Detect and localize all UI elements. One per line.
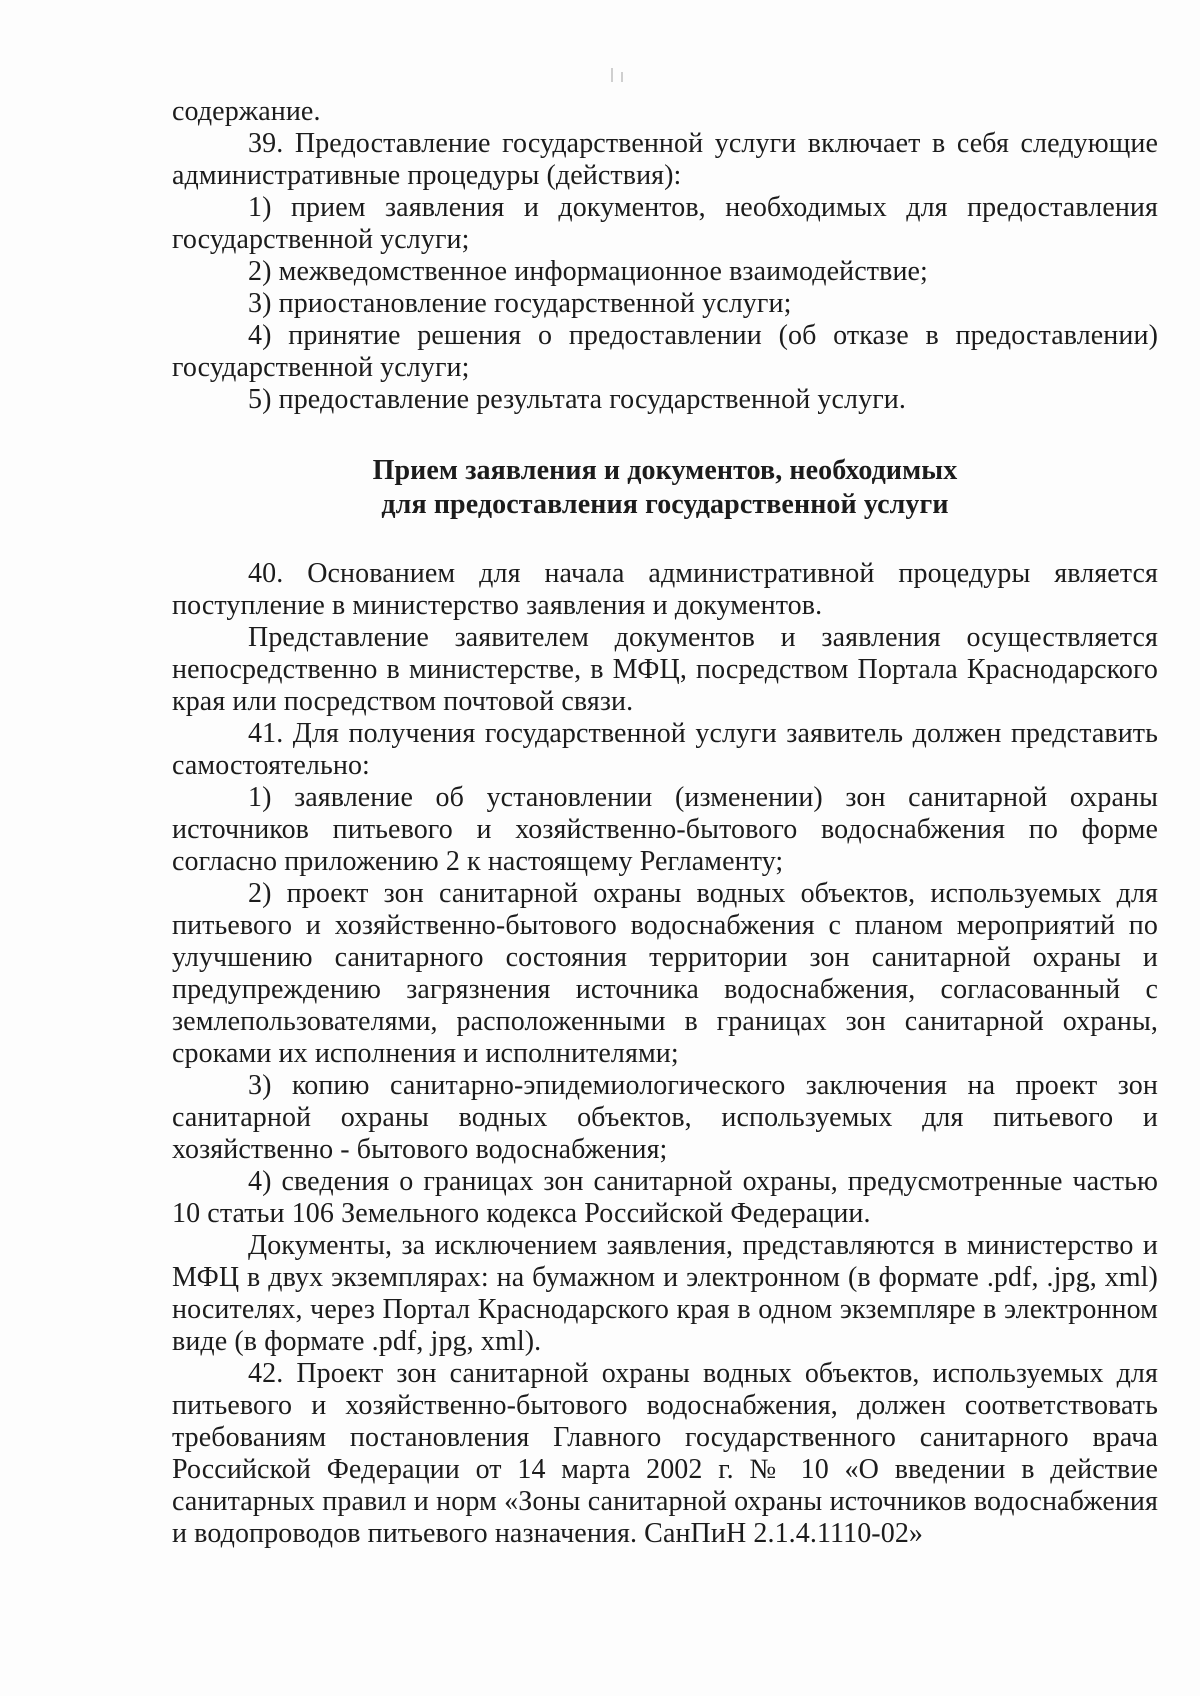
- list-item-39-4: 4) принятие решения о предоставлении (об отказе в предоставлении) государственной услуги;: [172, 320, 1158, 383]
- list-item-41-4: 4) сведения о границах зон санитарной охраны, предусмотренные частью 10 статьи 106 Земельного кодекса Российской Федерации.: [172, 1166, 1158, 1229]
- section-heading-line-1: Прием заявления и документов, необходимых: [372, 455, 958, 486]
- section-heading: [172, 454, 1158, 522]
- section-heading-line-2: для предоставления государственной услуги: [381, 489, 949, 520]
- list-item-39-1: 1) прием заявления и документов, необходимых для предоставления государственной услуги;: [172, 192, 1158, 255]
- document-body: [172, 96, 1158, 1550]
- paragraph-41-documents: Документы, за исключением заявления, представляются в министерство и МФЦ в двух экземплярах: на бумажном и электронном (в формате .pdf, .jpg, xml) носителях, через Портал Краснодарского края в одном экземпляре в электронном виде (в формате .pdf, jpg, xml).: [172, 1230, 1158, 1357]
- paragraph-39: 39. Предоставление государственной услуги включает в себя следующие административные процедуры (действия):: [172, 128, 1158, 191]
- paragraph-42: 42. Проект зон санитарной охраны водных объектов, используемых для питьевого и хозяйственно-бытового водоснабжения, должен соответствовать требованиям постановления Главного государственного санитарного врача Российской Федерации от 14 марта 2002 г. № 10 «О введении в действие санитарных правил и норм «Зоны санитарной охраны источников водоснабжения и водопроводов питьевого назначения. СанПиН 2.1.4.1110-02»: [172, 1358, 1158, 1549]
- paragraph-continuation: содержание.: [172, 96, 321, 127]
- list-item-41-1: 1) заявление об установлении (изменении) зон санитарной охраны источников питьевого и хозяйственно-бытового водоснабжения по форме согласно приложению 2 к настоящему Регламенту;: [172, 782, 1158, 877]
- list-item-39-5: 5) предоставление результата государственной услуги.: [248, 384, 906, 415]
- scan-mark: [621, 72, 623, 82]
- paragraph-40-submission: Представление заявителем документов и заявления осуществляется непосредственно в министерстве, в МФЦ, посредством Портала Краснодарского края или посредством почтовой связи.: [172, 622, 1158, 717]
- list-item-41-2: 2) проект зон санитарной охраны водных объектов, используемых для питьевого и хозяйственно-бытового водоснабжения с планом мероприятий по улучшению санитарного состояния территории зон санитарной охраны и предупреждению загрязнения источника водоснабжения, согласованный с землепользователями, расположенными в границах зон санитарной охраны, сроками их исполнения и исполнителями;: [172, 878, 1158, 1069]
- paragraph-41: 41. Для получения государственной услуги заявитель должен представить самостоятельно:: [172, 718, 1158, 781]
- scan-mark: [611, 68, 613, 82]
- paragraph-40: 40. Основанием для начала административной процедуры является поступление в министерство заявления и документов.: [172, 558, 1158, 621]
- list-item-39-2: 2) межведомственное информационное взаимодействие;: [248, 256, 928, 287]
- list-item-41-3: 3) копию санитарно-эпидемиологического заключения на проект зон санитарной охраны водных объектов, используемых для питьевого и хозяйственно - бытового водоснабжения;: [172, 1070, 1158, 1165]
- list-item-39-3: 3) приостановление государственной услуги;: [248, 288, 792, 319]
